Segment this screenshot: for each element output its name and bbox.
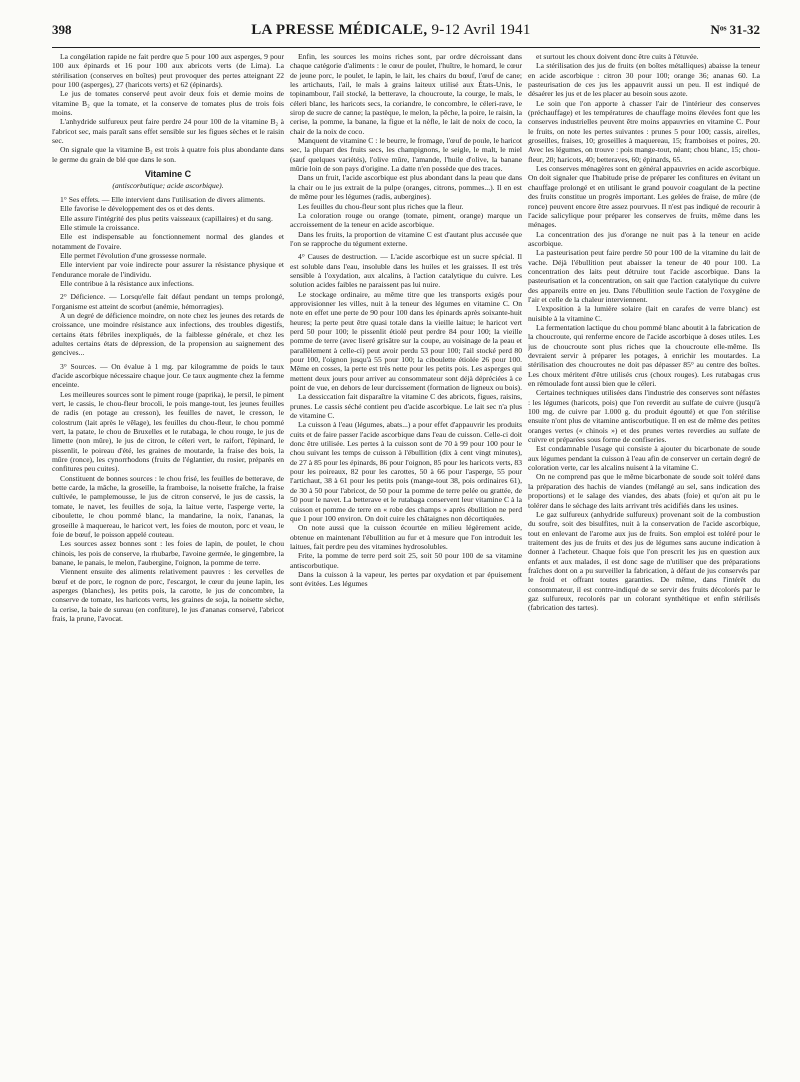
column-1 [52, 52, 284, 1072]
paragraph: Le stockage ordinaire, au même titre que les transports exigés pour approvisionner les villes, nuit à la teneur des légumes en vitamine C. On note en effet une perte de 90 pour 100 dans les épinards après soixante-huit heures; la perte peut être quasi totale dans la vieille laitue; le haricot vert perd 50 pour 100; le pissenlit étiolé peut perdre 84 pour 100; la vieille pomme de terre (avec liseré grisâtre sur la coupe, au voisinage de la peau et parallèlement à celle-ci) peut avoir perdu 53 pour 100; l'ail stocké perd 80 pour 100, l'oignon jusqu'à 55 pour 100; la ciboulette étiolée 26 pour 100. Même en cosses, la perte est très nette pour les petits pois. Les asperges qui mettent deux jours pour arriver au consommateur sont déjà dépréciées à ce point de vue, en dehors de leur durcissement (formation de ligneux ou bois). [290, 289, 522, 393]
paragraph: La concentration des jus d'orange ne nuit pas à la teneur en acide ascorbique. [528, 229, 760, 248]
text-columns [52, 52, 760, 1074]
paragraph: La coloration rouge ou orange (tomate, piment, orange) marque un accroissement de la teneur en acide ascorbique. [290, 210, 522, 230]
paragraph: La fermentation lactique du chou pommé blanc aboutit à la fabrication de la choucroute, qui renferme encore de l'acide ascorbique à doses utiles. Les jus de choucroute sont plus riches que la choucroute elle-même. Ils devraient servir à préparer les potages, à enrichir les moutardes. La stérilisation des choucroutes ne doit pas dépasser 85° au centre des boîtes. Les choux méritent d'être utilisés crus (choux rouges). Les rutabagas crus en rémoulade font aussi bien que le céleri. [528, 322, 760, 389]
paragraph: et surtout les choux doivent donc être cuits à l'étuvée. [536, 52, 699, 61]
paragraph: Elle stimule la croissance. [60, 222, 140, 232]
journal-name: LA PRESSE MÉDICALE, [251, 22, 428, 38]
paragraph: Elle permet l'évolution d'une grossesse normale. [60, 250, 207, 260]
section-heading: Vitamine C [144, 169, 192, 180]
column-2 [290, 52, 522, 1072]
page-number: 398 [52, 22, 72, 37]
paragraph: Est condamnable l'usage qui consiste à ajouter du bicarbonate de soude aux légumes pendant la cuisson à l'eau afin de conserver un certain degré de coloration verte, car les alcalins nuisent à la vitamine C. [528, 444, 760, 473]
paragraph: Le gaz sulfureux (anhydride sulfureux) provenant soit de la combustion du soufre, soit des bisulfites, nuit à la conservation de l'acide ascorbique, tout en enlevant de l'arome aux jus de fruits. Son emploi est toléré pour le traitement des jus de fruits et des jus de légumes sans aucune indication à donner à l'acheteur. Chaque fois que l'on prescrit les jus en question aux enfants et aux malades, il est donc sage de n'utiliser que des préparations fraîches dont on a pu surveiller la fabrication, à défaut de jus conservés par le froid et offrant toutes garanties. De même, dans l'intérêt du consommateur, il est contre-indiqué de se servir des fruits décolorés par le gaz sulfureux, recolorés par un colorant synthétique et enfin stérilisés (fabrication des tartes). [528, 509, 760, 613]
paragraph: On signale que la vitamine B₂ est trois à quatre fois plus abondante dans le germe du grain de blé que dans le son. [52, 145, 284, 164]
paragraph: Manquent de vitamine C : le beurre, le fromage, l'œuf de poule, le haricot sec, la plupart des fruits secs, les champignons, le seigle, le malt, le miel (sauf quelques variétés), l'olive mûre, l'amande, l'huile d'olive, la banane mûrie loin de son pays d'origine. La datte n'en possède que des traces. [290, 136, 522, 174]
paragraph: La dessiccation fait disparaître la vitamine C des abricots, figues, raisins, prunes. Le cassis séché contient peu d'acide ascorbique. Le lait sec n'a plus de vitamine C. [290, 392, 522, 421]
section-subheading: (antiscorbutique; acide ascorbique). [112, 181, 224, 191]
page-header [52, 22, 760, 48]
paragraph: Les sources assez bonnes sont : les foies de lapin, de poulet, le chou chinois, les pois de conserve, la rhubarbe, l'avoine germée, le gingembre, la banane, le panais, le melon, l'aubergine, l'oignon, la pomme de terre. [52, 539, 284, 567]
paragraph: Le jus de tomates conservé peut avoir deux fois et demie moins de vitamine B₂ que la tomate, et la conserve de tomates plus de trois fois moins. [52, 89, 284, 118]
paragraph: A un degré de déficience moindre, on note chez les jeunes des retards de croissance, une moindre résistance aux infections, des troubles digestifs, certains états fébriles inexpliqués, de la faiblesse générale, et chez les adultes certains états de dépression, de la propension au saignement des gencives... [52, 310, 284, 358]
paragraph: Certaines techniques utilisées dans l'industrie des conserves sont néfastes : les légumes (haricots, pois) que l'on reverdit au sulfate de cuivre (jusqu'à 100 mg. de cuivre par 1.000 g. du produit égoutté) et que l'on stérilise ensuite n'ont plus de vitamine antiscorbutique. Il en est de même des petites oranges vertes (« chinois ») et des prunes vertes reverdies au sulfate de cuivre et préparées sous forme de confiseries. [528, 388, 760, 445]
paragraph: L'anhydride sulfureux peut faire perdre 24 pour 100 de la vitamine B₂ à l'abricot sec, mais paraît sans effet sensible sur les figues sèches et le raisin sec. [52, 117, 284, 146]
paragraph: 1° Ses effets. — Elle intervient dans l'utilisation de divers aliments. [60, 194, 266, 204]
issue-number: Nᵒˢ 31-32 [710, 22, 760, 37]
issue-date: 9-12 Avril 1941 [431, 22, 531, 38]
paragraph: Elle assure l'intégrité des plus petits vaisseaux (capillaires) et du sang. [60, 213, 273, 223]
paragraph: Dans un fruit, l'acide ascorbique est plus abondant dans la peau que dans la chair ou le jus extrait de la pulpe (oranges, citrons, pommes...). Il en est de même pour les légumes (radis, aubergines). [290, 173, 522, 202]
paragraph: Les meilleures sources sont le piment rouge (paprika), le persil, le piment vert, le cassis, le chou-fleur brocoli, le pois mange-tout, les jeunes feuilles de radis (en potage au cresson), les feuilles de navet, le cresson, le colostrum (lait après le vêlage), les feuilles du chou-fleur, le chou pommé vert, la patate, le chou de Bruxelles et le rutabaga, le chou rouge, le jus de limette (non mûre), le jus de citron, le céleri vert, le raifort, l'épinard, le pissenlit, le poireau d'été, les graines de moutarde, la fraise des bois, la mûre (ronce), les cynorrhodons (fruits de l'églantier, du rosier, préparés en confitures peu cuites). [52, 389, 284, 474]
paragraph: 4° Causes de destruction. — L'acide ascorbique est un sucre spécial. Il est soluble dans l'eau, insoluble dans les huiles et les graisses. Il est très sensible à l'oxydation, aux alcalins, à l'action catalytique du cuivre. Les solution acides faibles ne paraissent pas lui nuire. [290, 252, 522, 290]
paragraph: Enfin, les sources les moins riches sont, par ordre décroissant dans chaque catégorie d'aliments : le cœur de poulet, l'huître, le homard, le cœur de jeune porc, le poulet, le lapin, le lait, les chairs du bœuf, l'œuf de cane; les artichauts, l'ail, le maïs à grains laiteux utilisé aux États-Unis, le topinambour, l'ail stocké, la betterave, la choucroute, la courge, le maïs, le céleri blanc, les haricots secs, la coriandre, le concombre, le céleri-rave, le sirop de sucre de canne; la pastèque, le melon, la pêche, la poire, le raisin, la cerise, la pomme, la banane, la figue et la nèfle, le lait de noix de coco, la chair de la noix de coco. [290, 52, 522, 136]
paragraph: On ne comprend pas que le même bicarbonate de soude soit toléré dans la préparation des hachis de viandes (mélangé au sel, sans indication des proportions) et le salage des viandes, des abats (foie) et qu'on ait pu le tolérer dans le séchage des laits arrivant très acidifiés dans les usines. [528, 472, 760, 510]
paragraph: L'exposition à la lumière solaire (lait en carafes de verre blanc) est nuisible à la vitamine C. [528, 304, 760, 323]
paragraph: Elle est indispensable au fonctionnement normal des glandes et notamment de l'ovaire. [52, 232, 284, 251]
paragraph: Les conserves ménagères sont en général appauvries en acide ascorbique. On doit signaler que l'habitude prise de préparer les confitures en évitant un chauffage prolongé et en utilisant le grand pouvoir coagulant de la pectine des fruits constitue un progrès important. Les gelées de fraise, de mûre (de ronce) peuvent encore être assez pourvues. Il n'est pas indiqué de recourir à l'acide salicylique pour préparer les conserves de fruits, même dans les ménages. [528, 164, 760, 230]
paragraph: 2° Déficience. — Lorsqu'elle fait défaut pendant un temps prolongé, l'organisme est atteint de scorbut (anémie, hémorragies). [52, 292, 284, 311]
paragraph: Elle intervient par voie indirecte pour assurer la résistance physique et l'endurance morale de l'individu. [52, 260, 284, 279]
paragraph: Frite, la pomme de terre perd soit 25, soit 50 pour 100 de sa vitamine antiscorbutique. [290, 551, 522, 570]
paragraph: Elle contribue à la résistance aux infections. [60, 278, 194, 288]
paragraph: Dans la cuisson à la vapeur, les pertes par oxydation et par épuisement sont évitées. Les légumes [290, 569, 522, 589]
running-title [251, 22, 530, 39]
paragraph: La stérilisation des jus de fruits (en boîtes métalliques) abaisse la teneur en acide ascorbique : citron 30 pour 100; orange 36; ananas 60. La pasteurisation de ces jus les appauvrit aussi un peu. Il est indiqué de désaérer les jus et de les placer au besoin sous azote. [528, 61, 760, 99]
paragraph: Le soin que l'on apporte à chasser l'air de l'intérieur des conserves (préchauffage) et les températures de chauffage moins élevées font que les conserves industrielles peuvent être moins appauvries en vitamine C. Pour le fruits, on note les pertes suivantes : prunes 5 pour 100; cassis, airelles, groseilles, fraises, 10; groseilles à maquereau, 15; framboises et poires, 20. Avec les légumes, on trouve : pois mange-tout, néant; chou blanc, 15; chou-fleur, 20; haricots, 40; betteraves, 60; épinards, 65. [528, 98, 760, 164]
paragraph: 3° Sources. — On évalue à 1 mg. par kilogramme de poids le taux d'acide ascorbique nécessaire chaque jour. Ce taux augmente chez la femme enceinte. [52, 361, 284, 390]
paragraph: La pasteurisation peut faire perdre 50 pour 100 de la vitamine du lait de vache. Déjà l'ébullition peut abaisser la teneur de 40 pour 100. La concentration des laits peut détruire tout l'acide ascorbique. Dans la pasteurisation et la concentration, on sait que l'action catalytique du cuivre des appareils entre en jeu. Dans l'ébullition seule l'action de l'oxygène de l'air et celle de la chaleur interviennent. [528, 248, 760, 304]
column-3 [528, 52, 760, 1072]
paragraph: Elle favorise le développement des os et des dents. [60, 204, 215, 214]
paragraph: On note aussi que la cuisson écourtée en milieu légèrement acide, obtenue en maintenant l'ébullition au fur et à mesure que l'on introduit les laitues, fait perdre peu des vitamines hydrosolubles. [290, 523, 522, 551]
paragraph: Dans les fruits, la proportion de vitamine C est d'autant plus accusée que l'on se rapproche du tégument externe. [290, 229, 522, 248]
paragraph: Viennent ensuite des aliments relativement pauvres : les cervelles de bœuf et de porc, le rognon de porc, l'escargot, le cœur du jeune lapin, les asperges (blanches), les petits pois, la carotte, le jus de concombre, la conserve de tomate, les haricots verts, les graines de soja, la noisette sèche, la cerise, la baie de sureau (en confiture), le jus d'ananas conservé, l'abricot frais, la prune, l'avocat. [52, 567, 284, 623]
paragraph: Les feuilles du chou-fleur sont plus riches que la fleur. [298, 201, 464, 211]
paragraph: Constituent de bonnes sources : le chou frisé, les feuilles de betterave, de bette carde, la mâche, la groseille, la framboise, la noisette fraîche, la fraise cultivée, le pamplemousse, le jus de citron conservé, le jus de cassis, la tomate, le navet, les feuilles de soja, la laitue verte, l'asperge verte, la ciboulette, le chou pommé blanc, la mandarine, la noix, l'ananas, la groseille à maquereau, le haricot vert, les foies de mouton, porc et veau, le foie de bœuf, le poisson appelé couteau. [52, 473, 284, 539]
paragraph: La cuisson à l'eau (légumes, abats...) a pour effet d'appauvrir les produits cuits et de faire passer l'acide ascorbique dans l'eau de cuisson. Celle-ci doit donc être utilisée. Les pertes à la cuisson sont de 70 à 99 pour 100 pour le chou suivant les temps de cuisson à l'ébullition (dix à cent vingt minutes), de 27 à 85 pour les épinards, 86 pour l'oignon, 85 pour les haricots verts, 83 pour les poireaux, 82 pour les carottes, 50 à 66 pour l'asperge, 55 pour l'artichaut, 38 à 61 pour les petits pois (mange-tout 38, pois ordinaires 61), de 30 à 50 pour l'abricot, de 50 pour la pomme de terre pelée ou grattée, de 50 pour le navet. La betterave et le rutabaga conservent leur vitamine C à la cuisson et pomme de terre en « robe des champs » après ébullition ne perd que 1 pour 100 environ. On doit cuire les châtaignes non décortiquées. [290, 420, 522, 523]
paragraph: La congélation rapide ne fait perdre que 5 pour 100 aux asperges, 9 pour 100 aux épinards et 16 pour 100 aux abricots verts (de Lima). La stérilisation (conserves en boîtes) peut provoquer des pertes atteignant 22 pour 100 (asperges), 27 (haricots verts) et 62 (épinards). [52, 52, 284, 90]
